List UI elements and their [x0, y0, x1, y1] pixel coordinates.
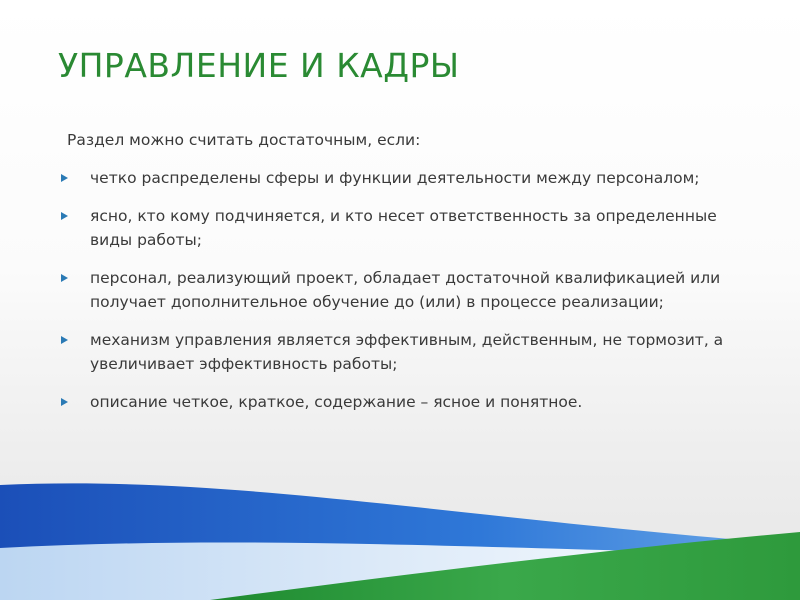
- list-item: [58, 390, 748, 414]
- list-item-text: механизм управления является эффективным, действенным, не тормозит, а увеличивает эффективность работы;: [90, 331, 724, 373]
- list-item-text: ясно, кто кому подчиняется, и кто несет ответственность за определенные виды работы;: [90, 207, 717, 249]
- bullet-list: [58, 166, 748, 414]
- list-item: [58, 328, 748, 376]
- list-item: [58, 204, 748, 252]
- triangle-bullet-icon: [61, 274, 68, 282]
- list-item: [58, 166, 748, 190]
- slide-content: [58, 128, 748, 428]
- list-item-text: персонал, реализующий проект, обладает достаточной квалификацией или получает дополнительное обучение до (или) в процессе реализации;: [90, 269, 721, 311]
- list-item: [58, 266, 748, 314]
- list-item-text: описание четкое, краткое, содержание – ясное и понятное.: [90, 393, 583, 411]
- intro-text: Раздел можно считать достаточным, если:: [67, 131, 421, 149]
- list-item-text: четко распределены сферы и функции деятельности между персоналом;: [90, 169, 700, 187]
- triangle-bullet-icon: [61, 174, 68, 182]
- triangle-bullet-icon: [61, 336, 68, 344]
- slide-title: УПРАВЛЕНИЕ И КАДРЫ: [58, 46, 460, 85]
- triangle-bullet-icon: [61, 212, 68, 220]
- triangle-bullet-icon: [61, 398, 68, 406]
